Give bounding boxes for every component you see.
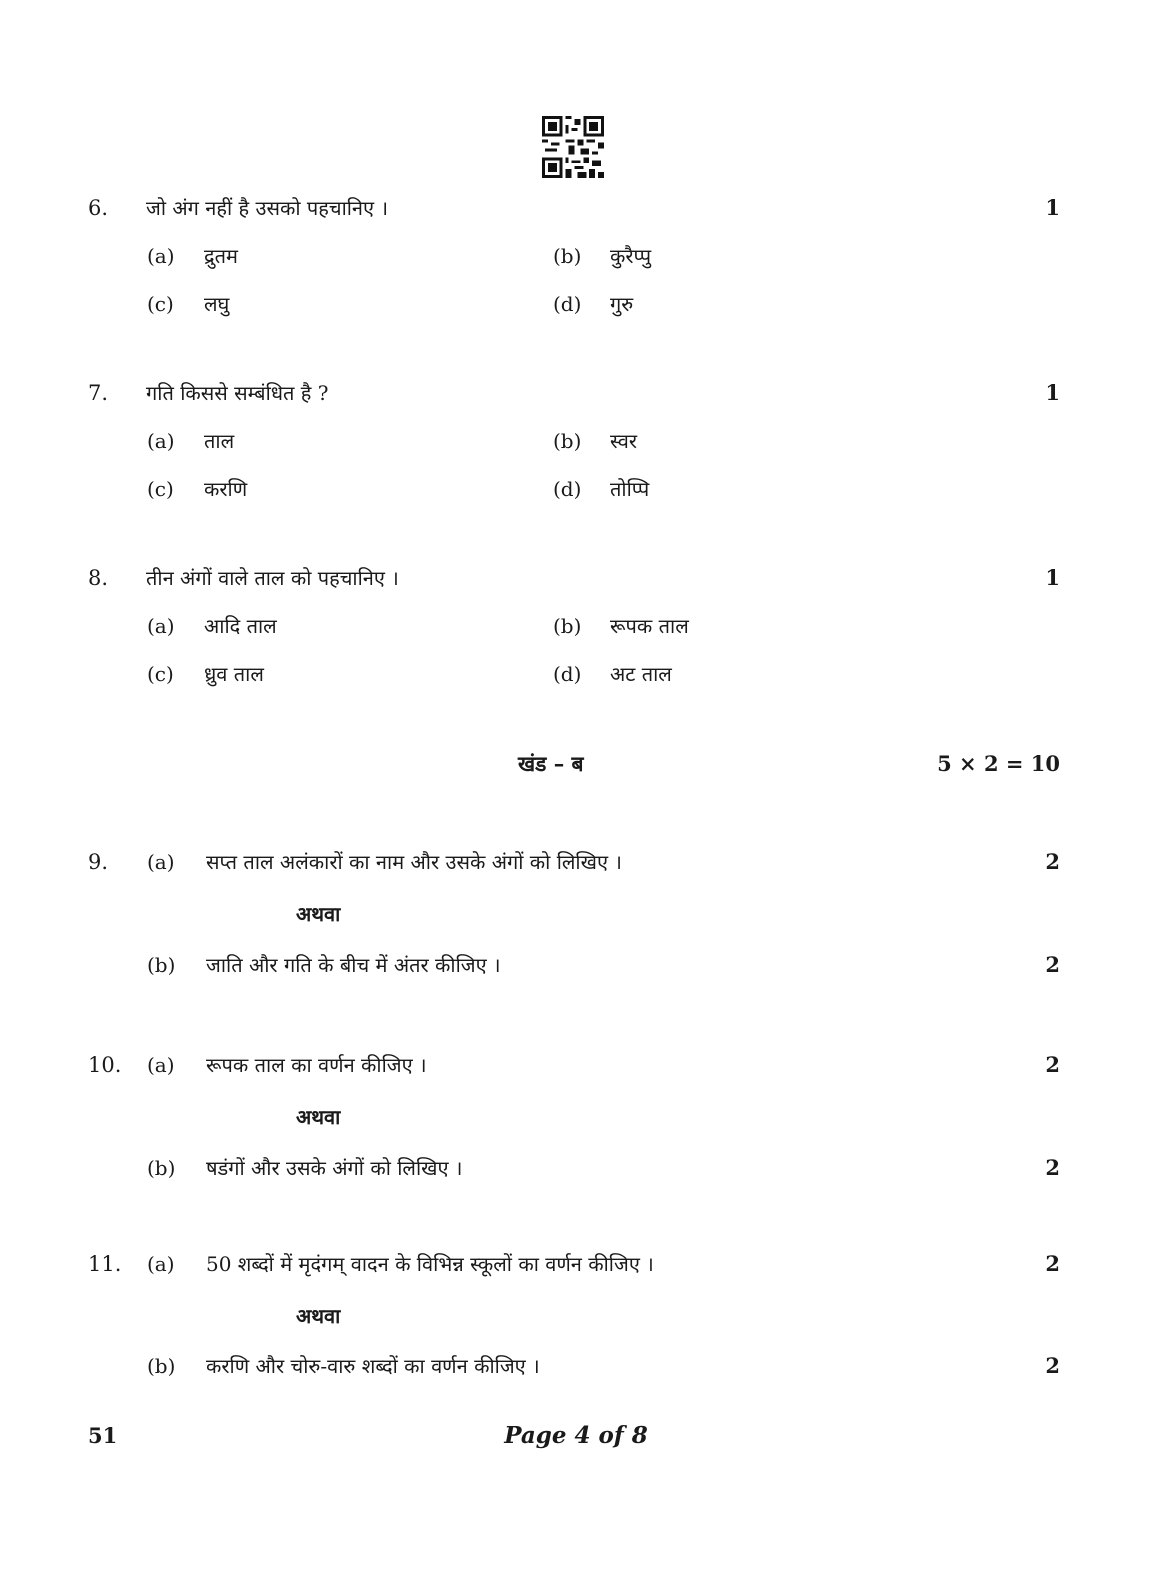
options-row (0, 284, 1152, 324)
question-number: 6. (88, 196, 109, 220)
options-row (0, 469, 1152, 509)
question-8 (0, 558, 1152, 598)
question-text: तीन अंगों वाले ताल को पहचानिए । (146, 566, 399, 590)
question-number: 9. (88, 850, 109, 874)
question-marks: 1 (1045, 195, 1060, 220)
question-9b (0, 945, 1152, 985)
option-text: कुरैप्पु (610, 244, 652, 268)
question-text: गति किससे सम्बंधित है ? (146, 381, 329, 405)
option-label: (d) (553, 477, 582, 501)
option-text: गुरु (610, 292, 634, 316)
question-number: 11. (88, 1252, 122, 1276)
section-title: खंड – ब (518, 751, 584, 776)
paper-code: 51 (88, 1423, 118, 1448)
option-text: आदि ताल (204, 614, 277, 638)
question-number: 8. (88, 566, 109, 590)
sub-question-label: (b) (147, 1354, 176, 1378)
option-text: द्रुतम (204, 244, 238, 268)
option-text: लघु (204, 292, 230, 316)
sub-question-label: (a) (147, 1053, 175, 1077)
option-label: (b) (553, 244, 582, 268)
question-marks: 2 (1045, 849, 1060, 874)
option-label: (c) (147, 292, 174, 316)
sub-question-label: (b) (147, 953, 176, 977)
option-label: (c) (147, 662, 174, 686)
options-row (0, 654, 1152, 694)
option-label: (d) (553, 292, 582, 316)
question-text: करणि और चोरु-वारु शब्दों का वर्णन कीजिए । (206, 1354, 540, 1378)
question-11a (0, 1244, 1152, 1284)
sub-question-label: (a) (147, 1252, 175, 1276)
options-row (0, 421, 1152, 461)
or-label: अथवा (296, 1304, 341, 1328)
option-label: (a) (147, 244, 175, 268)
qr-code-icon (542, 116, 604, 178)
or-label: अथवा (296, 1105, 341, 1129)
question-marks: 2 (1045, 1353, 1060, 1378)
page-number: Page 4 of 8 (504, 1422, 648, 1449)
or-row (0, 1097, 1152, 1137)
option-text: स्वर (610, 429, 638, 453)
option-text: अट ताल (610, 662, 672, 686)
question-text: 50 शब्दों में मृदंगम् वादन के विभिन्न स्कूलों का वर्णन कीजिए । (206, 1252, 654, 1276)
or-row (0, 894, 1152, 934)
option-label: (b) (553, 429, 582, 453)
sub-question-label: (b) (147, 1156, 176, 1180)
question-text: षडंगों और उसके अंगों को लिखिए । (206, 1156, 463, 1180)
question-marks: 1 (1045, 380, 1060, 405)
option-text: करणि (204, 477, 248, 501)
question-number: 10. (88, 1053, 122, 1077)
option-label: (d) (553, 662, 582, 686)
option-label: (c) (147, 477, 174, 501)
question-marks: 2 (1045, 1155, 1060, 1180)
option-label: (a) (147, 614, 175, 638)
sub-question-label: (a) (147, 850, 175, 874)
option-label: (a) (147, 429, 175, 453)
option-text: ताल (204, 429, 235, 453)
question-marks: 2 (1045, 952, 1060, 977)
question-number: 7. (88, 381, 109, 405)
options-row (0, 606, 1152, 646)
question-text: सप्त ताल अलंकारों का नाम और उसके अंगों को लिखिए । (206, 850, 622, 874)
question-marks: 2 (1045, 1251, 1060, 1276)
question-7 (0, 373, 1152, 413)
question-text: जाति और गति के बीच में अंतर कीजिए । (206, 953, 501, 977)
option-text: रूपक ताल (610, 614, 689, 638)
question-10b (0, 1148, 1152, 1188)
option-text: तोप्पि (610, 477, 650, 501)
or-row (0, 1296, 1152, 1336)
options-row (0, 236, 1152, 276)
question-11b (0, 1346, 1152, 1386)
question-9a (0, 842, 1152, 882)
option-label: (b) (553, 614, 582, 638)
question-marks: 2 (1045, 1052, 1060, 1077)
section-marks: 5 × 2 = 10 (937, 751, 1060, 776)
question-text: जो अंग नहीं है उसको पहचानिए । (146, 196, 389, 220)
question-6 (0, 188, 1152, 228)
or-label: अथवा (296, 902, 341, 926)
question-marks: 1 (1045, 565, 1060, 590)
question-text: रूपक ताल का वर्णन कीजिए । (206, 1053, 427, 1077)
option-text: ध्रुव ताल (204, 662, 264, 686)
question-10a (0, 1045, 1152, 1085)
